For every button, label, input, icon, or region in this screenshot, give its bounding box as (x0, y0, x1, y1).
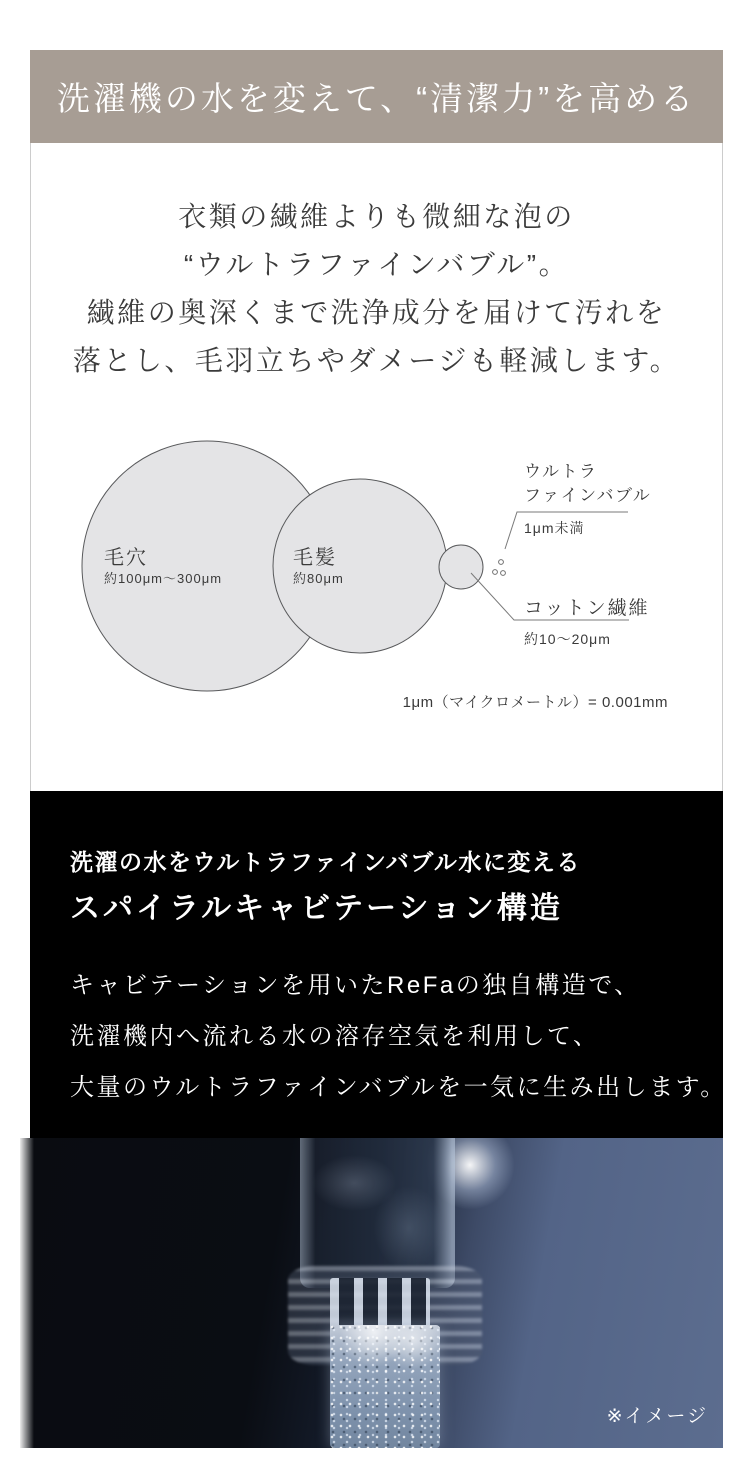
cotton-fiber-circle (439, 545, 483, 589)
hair-size: 約80μm (293, 571, 344, 586)
pore-size: 約100μm〜300μm (104, 571, 223, 586)
feature-body-line-3: 大量のウルトラファインバブルを一気に生み出します。 (70, 1074, 727, 1101)
ufb-label-line1: ウルトラ (524, 462, 598, 481)
pore-label: 毛穴 (104, 547, 148, 569)
page-title: 洗濯機の水を変えて、“清潔力”を高める (56, 80, 697, 117)
feature-title: スパイラルキャビテーション構造 (70, 892, 563, 925)
intro-line-3: 繊維の奥深くまで洗浄成分を届けて汚れを (86, 297, 667, 328)
ultra-fine-bubble-dots (493, 560, 506, 576)
feature-subtitle: 洗濯の水をウルトラファインバブル水に変える (70, 849, 581, 875)
intro-section (30, 143, 723, 791)
feature-body (70, 960, 727, 1113)
intro-text (31, 143, 722, 385)
ufb-label-line2: ファインバブル (524, 486, 652, 505)
feature-body-line-1: キャビテーションを用いたReFaの独自構造で、 (70, 972, 641, 999)
section-header-band (30, 50, 723, 143)
cotton-label: コットン繊維 (524, 598, 650, 619)
intro-line-2: “ウルトラファインバブル”。 (183, 249, 570, 280)
hair-label: 毛髪 (293, 547, 337, 569)
feature-body-line-2: 洗濯機内へ流れる水の溶存空気を利用して、 (70, 1023, 600, 1050)
photo-caption: ※イメージ (606, 1406, 708, 1427)
ufb-size: 1μm未満 (524, 520, 585, 536)
intro-line-1: 衣類の繊維よりも微細な泡の (178, 201, 575, 232)
bubble-cylinder (330, 1325, 440, 1448)
feature-section (30, 791, 727, 1138)
bubble-size-comparison-diagram (31, 380, 724, 791)
cavitation-photo (20, 1138, 723, 1448)
cotton-size: 約10〜20μm (524, 631, 611, 647)
micrometer-note: 1μm（マイクロメートル）= 0.001mm (402, 694, 668, 711)
intro-line-4: 落とし、毛羽立ちやダメージも軽減します。 (72, 345, 681, 376)
